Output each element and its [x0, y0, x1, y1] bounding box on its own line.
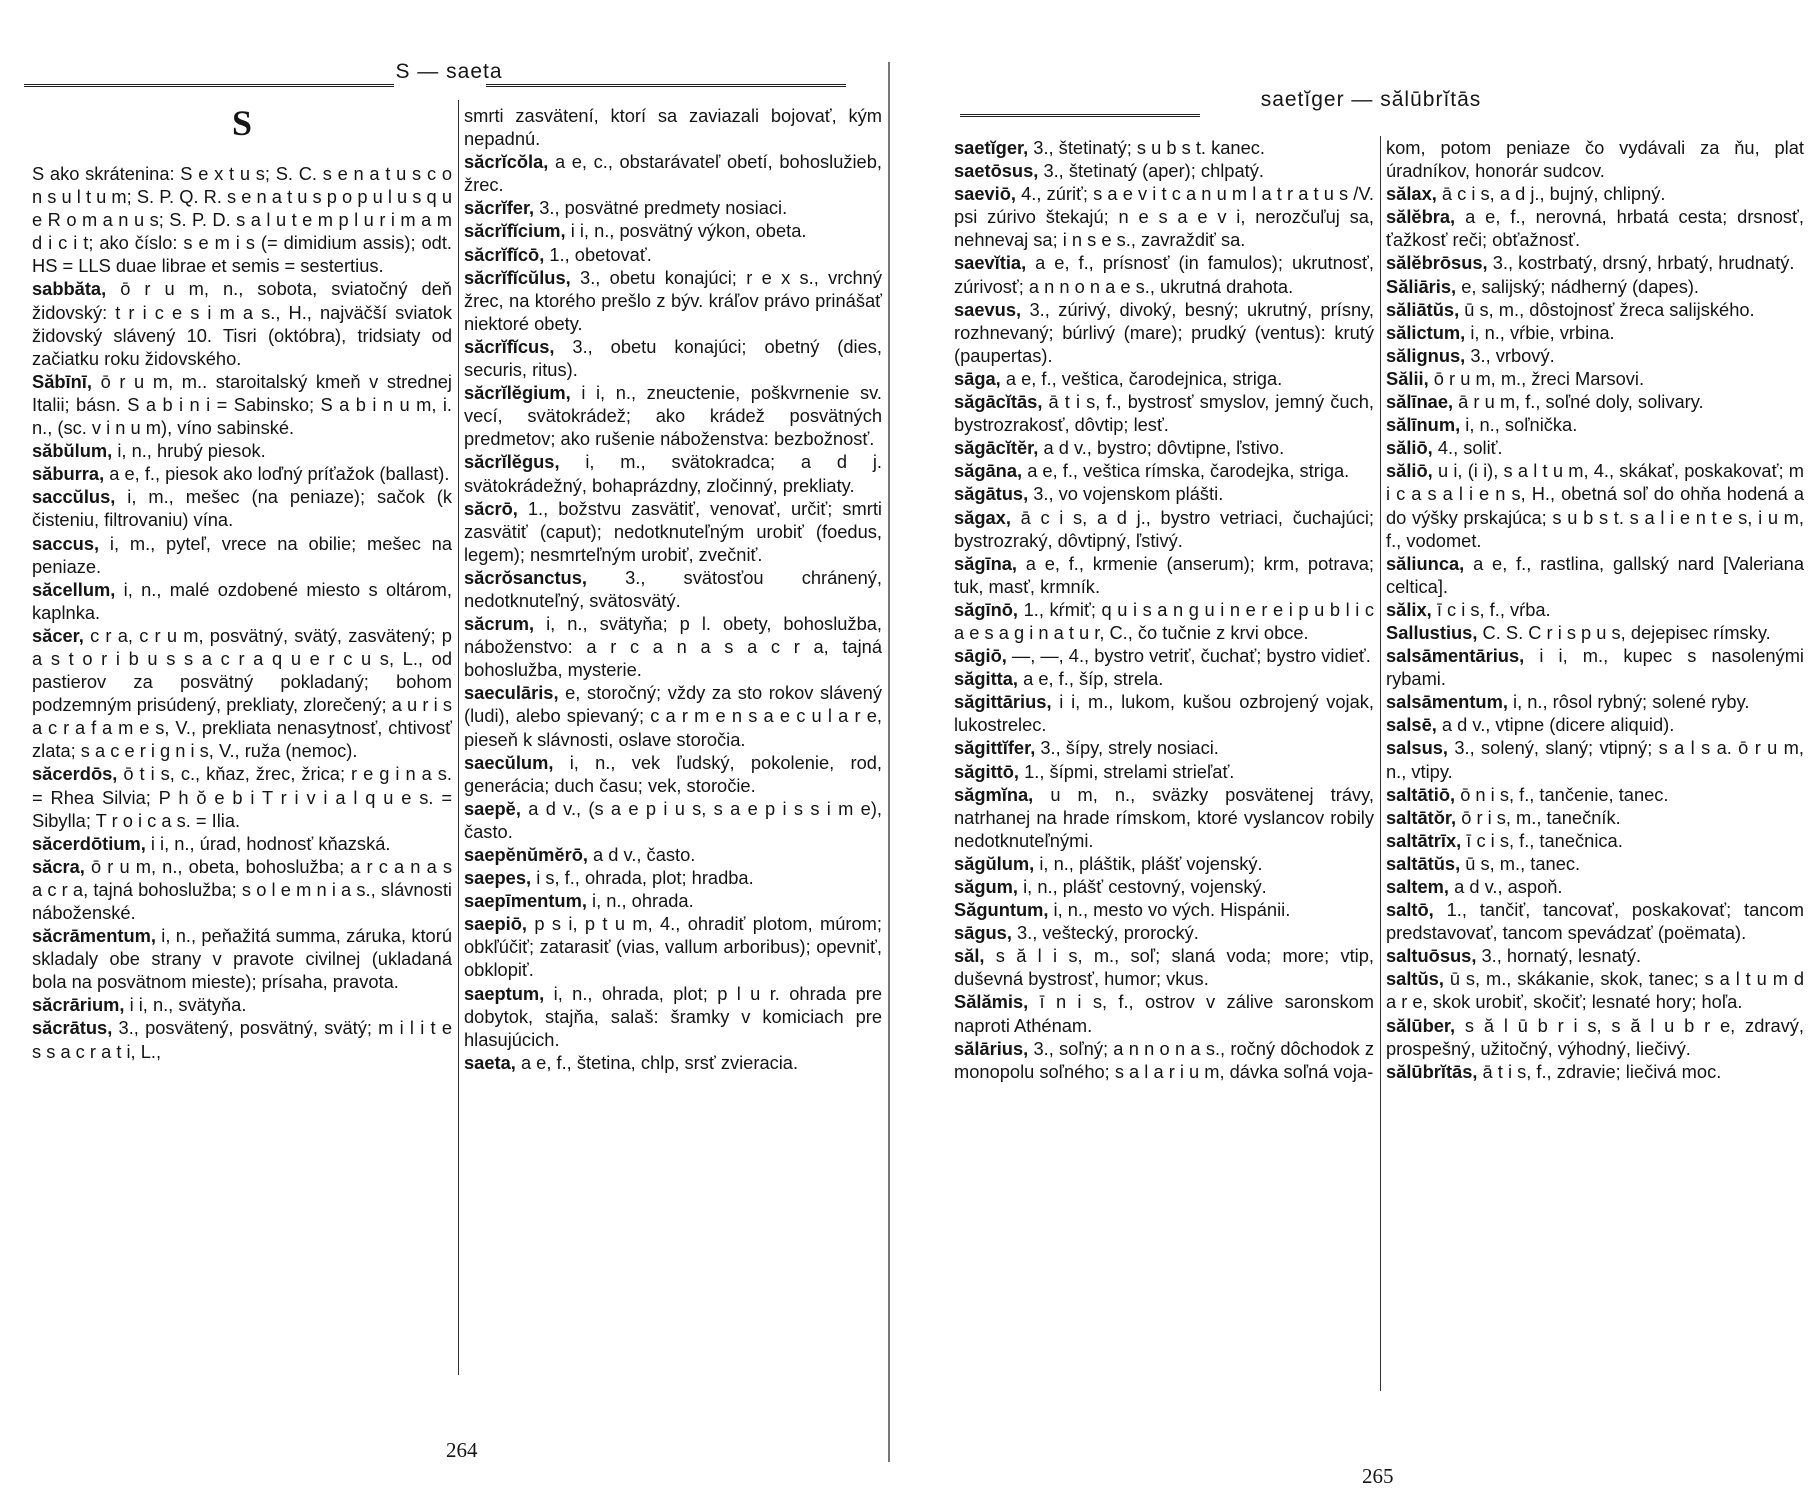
headword: săgittō,	[954, 760, 1020, 782]
dictionary-entry	[32, 370, 452, 439]
headword: saeta,	[464, 1051, 516, 1073]
headword: sălārius,	[954, 1037, 1029, 1059]
headword: salsē,	[1386, 714, 1437, 736]
headword: Săbīnī,	[32, 370, 92, 392]
headword: săcer,	[32, 624, 84, 646]
dictionary-entry	[32, 485, 452, 531]
headword: săcellum,	[32, 578, 116, 600]
headword: sălūbrĭtās,	[1386, 1060, 1478, 1082]
headword: sălax,	[1386, 183, 1437, 205]
entry-definition: 4., soliť.	[1437, 437, 1503, 459]
entry-definition: p s i, p t u m, 4., ohradiť plotom, múrom; obkľúčiť; zatarasiť (vias, vallum arboribus); opevniť, obklopiť.	[464, 913, 882, 981]
headword: sāga,	[954, 367, 1001, 389]
entry-definition: 3., šípy, strely nosiaci.	[1040, 737, 1219, 759]
headword: sălix,	[1386, 598, 1432, 620]
dictionary-entry	[954, 898, 1374, 921]
dictionary-entry	[1386, 875, 1804, 898]
headword: săcrum,	[464, 613, 535, 635]
headword: saevĭtia,	[954, 252, 1027, 274]
dictionary-entry	[1386, 275, 1804, 298]
dictionary-entry	[464, 982, 882, 1051]
entry-definition: a d v., bystro; dôvtipne, ľstivo.	[1043, 437, 1285, 459]
dictionary-entry	[954, 182, 1374, 251]
headword: saecŭlum,	[464, 751, 554, 773]
headword: Săliāris,	[1386, 275, 1457, 297]
headword: saltŭs,	[1386, 968, 1444, 990]
dictionary-entry	[1386, 829, 1804, 852]
headword: Sălămis,	[954, 991, 1029, 1013]
headword: săliō,	[1386, 460, 1433, 482]
entry-definition: i, n., ohrada.	[592, 890, 694, 912]
entry-definition: c r a, c r u m, posvätný, svätý, zasvätený; p a s t o r i b u s s a c r a q u e r c u s, L., od pastierov za posvätný pokladaný; bohom podzemným prisúdený, prekliaty, zlorečený; a u r i s a c r a f a m e s, V., prekliata nenasytnosť, chtivosť zlata; s a c e r i g n i s, V., ruža (nemoc).	[32, 624, 452, 762]
entry-definition: i, n., svätyňa; p l. obety, bohoslužba, náboženstvo: a r c a n a s a c r a, tajná bohoslužba, mysterie.	[464, 613, 882, 681]
entry-definition: 3., vrbový.	[1470, 344, 1555, 366]
dictionary-entry	[464, 797, 882, 843]
dictionary-entry	[32, 832, 452, 855]
headword: săliātŭs,	[1386, 298, 1460, 320]
dictionary-entry	[32, 532, 452, 578]
dictionary-entry	[954, 875, 1374, 898]
dictionary-entry	[1386, 182, 1804, 205]
page-number-left: 264	[446, 1438, 478, 1462]
dictionary-entry	[32, 924, 452, 993]
headword: săcerdōtium,	[32, 832, 146, 854]
dictionary-entry	[1386, 621, 1804, 644]
entry-definition: a e, f., nerovná, hrbatá cesta; drsnosť, ťažkosť reči; obťažnosť.	[1386, 206, 1804, 251]
dictionary-entry	[954, 760, 1374, 783]
page-spine	[888, 62, 890, 1462]
entry-definition: s ă l ū b r i s, s ă l u b r e, zdravý, prospešný, užitočný, výhodný, liečivý.	[1386, 1014, 1804, 1059]
headword: saepīmentum,	[464, 890, 587, 912]
entry-definition: i, n., rôsol rybný; solené ryby.	[1513, 691, 1750, 713]
headword: salsāmentārius,	[1386, 645, 1525, 667]
dictionary-entry	[464, 912, 882, 981]
dictionary-entry	[1386, 806, 1804, 829]
headword: saltuōsus,	[1386, 945, 1477, 967]
headword: saepĕnŭmĕrō,	[464, 844, 588, 865]
dictionary-entry	[1386, 783, 1804, 806]
headword: sāgus,	[954, 922, 1012, 944]
headword: Sallustius,	[1386, 621, 1478, 643]
dictionary-entry	[954, 159, 1374, 182]
section-letter: S	[231, 103, 253, 143]
entry-definition: a e, f., veštica, čarodejnica, striga.	[1005, 367, 1283, 389]
headword: saeviō,	[954, 183, 1016, 205]
entry-definition: smrti zasvätení, ktorí sa zaviazali bojovať, kým nepadnú.	[464, 105, 882, 150]
entry-definition: a e, f., prísnosť (in famulos); ukrutnosť, zúrivosť; a n n o n a e s., ukrutná drahota.	[954, 252, 1374, 297]
entry-definition: i s, f., ohrada, plot; hradba.	[536, 867, 754, 889]
dictionary-entry	[32, 993, 452, 1016]
entry-definition: ō n i s, f., tančenie, tanec.	[1460, 783, 1669, 805]
entry-definition: i i, n., posvätný výkon, obeta.	[570, 220, 807, 242]
headword: săcrŏsanctus,	[464, 566, 587, 588]
headword: săcrĭlĕgus,	[464, 451, 560, 473]
dictionary-entry	[1386, 367, 1804, 390]
headword: săgātus,	[954, 483, 1029, 505]
headword: săliō,	[1386, 437, 1433, 459]
dictionary-entry	[954, 251, 1374, 297]
dictionary-entry	[954, 459, 1374, 482]
dictionary-entry	[1386, 690, 1804, 713]
entry-definition: a e, f., štetina, chlp, srsť zvieracia.	[520, 1051, 799, 1073]
entry-definition: ā t i s, f., zdravie; liečivá moc.	[1482, 1060, 1722, 1082]
dictionary-entry	[1386, 552, 1804, 598]
dictionary-entry	[32, 578, 452, 624]
entry-definition: S ako skrátenina: S e x t u s; S. C. s e n a t u s c o n s u l t u m; S. P. Q. R. s e n a t u s p o p u l u s q u e R o m a n u s; S. P. D. s a l u t e m p l u r i m a m d i c i t; ako číslo: s e m i s (= dimidium assis); odt. HS = LLS duae librae et semis = sestertius.	[32, 163, 452, 277]
dictionary-entry	[1386, 436, 1804, 459]
dictionary-entry	[464, 335, 882, 381]
entry-definition: a e, f., rastlina, gallský nard [Valeriana celtica].	[1386, 552, 1804, 597]
dictionary-entry	[464, 450, 882, 496]
entry-definition: i i, m., lukom, kušou ozbrojený vojak, lukostrelec.	[954, 691, 1374, 736]
headword: saepiō,	[464, 913, 527, 935]
dictionary-entry	[32, 462, 452, 485]
entry-definition: e, salijský; nádherný (dapes).	[1461, 275, 1700, 297]
entry-definition: 3., posvätený, posvätný, svätý; m i l i t e s s a c r a t i, L.,	[32, 1017, 452, 1062]
dictionary-entry	[464, 266, 882, 335]
headword: săcra,	[32, 855, 85, 877]
headword: saltō,	[1386, 899, 1434, 921]
entry-definition: a d v., vtipne (dicere aliquid).	[1441, 714, 1675, 736]
headword: sāgiō,	[954, 645, 1007, 667]
dictionary-entry	[954, 598, 1374, 644]
dictionary-entry	[1386, 898, 1804, 944]
headword: săcrātus,	[32, 1017, 113, 1039]
dictionary-entry	[32, 624, 452, 763]
entry-definition: i, n., vek ľudský, pokolenie, rod, generácia; duch času; vek, storočie.	[464, 751, 882, 796]
headword: săgitta,	[954, 668, 1019, 690]
headword: sălīnae,	[1386, 391, 1454, 413]
entry-definition: i, n., pláštik, plášť vojenský.	[1039, 852, 1263, 874]
headword: sălīnum,	[1386, 414, 1461, 436]
entry-definition: 3., kostrbatý, drsný, hrbatý, hrudnatý.	[1492, 252, 1795, 274]
headword: saeptum,	[464, 982, 545, 1004]
headword: săgŭlum,	[954, 852, 1035, 874]
entry-definition: 3., štetinatý; s u b s t. kanec.	[1033, 137, 1265, 158]
dictionary-entry	[954, 783, 1374, 852]
column-rule-right	[1380, 136, 1381, 1391]
headword: săcrāmentum,	[32, 925, 156, 947]
dictionary-entry	[464, 381, 882, 450]
dictionary-entry	[1386, 1060, 1804, 1083]
headword: sălĕbrōsus,	[1386, 252, 1488, 274]
entry-definition: 3., soľný; a n n o n a s., ročný dôchodok z monopolu soľného; s a l a r i u m, dávka soľná voja-	[954, 1037, 1374, 1082]
headword: săcrĭfĭcus,	[464, 335, 555, 357]
dictionary-entry	[464, 612, 882, 681]
dictionary-entry	[464, 243, 882, 266]
right-page	[940, 0, 1802, 1500]
dictionary-entry	[954, 990, 1374, 1036]
headword: saltātrīx,	[1386, 829, 1462, 851]
entry-definition: i i, n., úrad, hodnosť kňazská.	[150, 832, 391, 854]
dictionary-entry	[1386, 136, 1804, 182]
headword: saccŭlus,	[32, 486, 116, 508]
headword: saeculāris,	[464, 682, 559, 704]
headword: saevus,	[954, 298, 1022, 320]
entry-definition: i, n., hrubý piesok.	[117, 440, 266, 462]
column-rule	[458, 100, 459, 1375]
dictionary-entry	[1386, 390, 1804, 413]
entry-definition: ā c i s, a d j., bujný, chlipný.	[1441, 183, 1666, 205]
dictionary-entry	[464, 751, 882, 797]
entry-definition: 3., svätosťou chránený, nedotknuteľný, svätosvätý.	[464, 566, 882, 611]
dictionary-entry	[1386, 298, 1804, 321]
entry-definition: a d v., často.	[593, 844, 696, 865]
entry-definition: a e, f., piesok ako loďný príťažok (ballast).	[109, 463, 450, 485]
entry-definition: 3., hornatý, lesnatý.	[1481, 945, 1642, 967]
page-number-right: 265	[1362, 1464, 1394, 1488]
entry-definition: 3., posvätné predmety nosiaci.	[539, 197, 788, 219]
dictionary-entry	[1386, 1014, 1804, 1060]
entry-definition: i, n., malé ozdobené miesto s oltárom, kaplnka.	[32, 578, 452, 623]
entry-definition: 1., šípmi, strelami strieľať.	[1024, 760, 1235, 782]
entry-definition: kom, potom peniaze čo vydávali za ňu, plat úradníkov, honorár sudcov.	[1386, 137, 1804, 182]
dictionary-entry	[1386, 967, 1804, 1013]
dictionary-entry	[464, 196, 882, 219]
headword: săcrō,	[464, 497, 518, 519]
header-rule-left-2	[486, 84, 846, 87]
entry-definition: a d v., (s a e p i u s, s a e p i s s i m e), často.	[464, 797, 882, 842]
headword: saepes,	[464, 867, 532, 889]
entry-definition: i, n., ohrada, plot; p l u r. ohrada pre dobytok, stajňa, salaš: šramky v komiciach pre hlasujúcich.	[464, 982, 882, 1050]
dictionary-entry	[954, 921, 1374, 944]
headword: săcrārium,	[32, 994, 125, 1016]
dictionary-entry	[32, 1016, 452, 1062]
entry-definition: ā c i s, a d j., bystro vetriaci, čuchajúci; bystrozraký, dôvtipný, ľstivý.	[954, 506, 1374, 551]
headword: săgācĭtĕr,	[954, 437, 1039, 459]
headword: săgax,	[954, 506, 1011, 528]
entry-definition: —, —, 4., bystro vetriť, čuchať; bystro vidieť.	[1011, 645, 1371, 667]
entry-definition: s ă l i s, m., soľ; slaná voda; more; vtip, duševná bystrosť, humor; vkus.	[954, 945, 1374, 990]
header-rule-right	[960, 114, 1200, 117]
dictionary-entry	[464, 104, 882, 150]
entry-definition: 3., solený, slaný; vtipný; s a l s a. ō r u m, n., vtipy.	[1386, 737, 1804, 782]
dictionary-entry	[1386, 321, 1804, 344]
entry-definition: a d v., aspoň.	[1454, 876, 1563, 897]
headword: saltātiō,	[1386, 783, 1456, 805]
headword: săgum,	[954, 876, 1019, 897]
right-column-2	[1386, 136, 1804, 1083]
dictionary-entry	[954, 944, 1374, 990]
headword: săl,	[954, 945, 985, 967]
right-column-1	[954, 136, 1374, 1083]
dictionary-entry	[32, 277, 452, 369]
dictionary-entry	[954, 644, 1374, 667]
entry-definition: 3., vo vojenskom plášti.	[1033, 483, 1224, 505]
entry-definition: ō r u m, m.. staroitalský kmeň v strednej Italii; básn. S a b i n i = Sabinsko; S a b i n u m, i. n., (sc. v i n u m), víno sabinské.	[32, 370, 452, 439]
dictionary-entry	[954, 136, 1374, 159]
dictionary-entry	[32, 439, 452, 462]
entry-definition: ā r u m, f., soľné doly, solivary.	[1458, 391, 1704, 413]
dictionary-entry	[1386, 713, 1804, 736]
dictionary-entry	[464, 866, 882, 889]
entry-definition: 3., štetinatý (aper); chlpatý.	[1043, 160, 1264, 182]
entry-definition: 1., kŕmiť; q u i s a n g u i n e r e i p u b l i c a e s a g i n a t u r, C., čo tučnie z krvi obce.	[954, 598, 1374, 643]
headword: săburra,	[32, 463, 105, 485]
left-column-2	[464, 104, 882, 1074]
dictionary-entry	[1386, 251, 1804, 274]
headword: sălignus,	[1386, 344, 1466, 366]
dictionary-entry	[1386, 736, 1804, 782]
headword: Săguntum,	[954, 899, 1049, 921]
headword: săbŭlum,	[32, 440, 113, 462]
entry-definition: ī c i s, f., vŕba.	[1436, 598, 1551, 620]
entry-definition: 1., božstvu zasvätiť, venovať, určiť; smrti zasvätiť (caput); nedotknuteľným urobiť (foedus, legem); nesmrteľným urobiť, zvečniť.	[464, 497, 882, 565]
dictionary-entry	[954, 690, 1374, 736]
headword: săcrĭcŏla,	[464, 151, 549, 173]
dictionary-entry	[954, 367, 1374, 390]
entry-definition: a e, f., veštica rímska, čarodejka, striga.	[1027, 460, 1350, 482]
entry-definition: e, storočný; vždy za sto rokov slávený (ludi), alebo spievaný; c a r m e n s a e c u l a r e, pieseň k slávnosti, oslave storočia.	[464, 682, 882, 750]
dictionary-entry	[1386, 852, 1804, 875]
entry-definition: 3., obetu konajúci; obetný (dies, securis, ritus).	[464, 335, 882, 381]
entry-definition: ō r i s, m., tanečník.	[1461, 806, 1621, 828]
entry-definition: 3., obetu konajúci; r e x s., vrchný žrec, na ktorého prešlo z býv. kráľov právo prinášať niektoré obety.	[464, 266, 882, 334]
dictionary-entry	[32, 162, 452, 277]
entry-definition: u i, (i i), s a l t u m, 4., skákať, poskakovať; m i c a s a l i e n s, H., obetná soľ do ohňa hodená a do výšky prskajúca; s u b s t. s a l i e n t e s, i u m, f., vodomet.	[1386, 460, 1804, 551]
dictionary-entry	[954, 552, 1374, 598]
headword: saccus,	[32, 532, 100, 554]
headword: saltātŏr,	[1386, 806, 1457, 828]
entry-definition: i, m., mešec (na peniaze); sačok (k čisteniu, filtrovaniu) vína.	[32, 486, 452, 531]
running-head-left: S — saeta	[395, 60, 503, 83]
running-head-right: saetĭger — sălūbrĭtās	[1260, 88, 1482, 111]
entry-definition: ū s, m., dôstojnosť žreca salijského.	[1464, 298, 1755, 320]
dictionary-entry	[1386, 205, 1804, 251]
dictionary-entry	[954, 436, 1374, 459]
headword: sălictum,	[1386, 321, 1466, 343]
dictionary-entry	[464, 889, 882, 912]
headword: săgīna,	[954, 552, 1017, 574]
entry-definition: i, n., peňažitá summa, záruka, ktorú skladaly obe strany v pravote civilnej (ukladaná bola na posvätnom mieste); prísaha, pravota.	[32, 925, 452, 993]
header-rule-left	[24, 84, 394, 87]
entry-definition: a e, c., obstarávateľ obetí, bohoslužieb, žrec.	[464, 151, 882, 196]
dictionary-entry	[954, 506, 1374, 552]
left-column-1	[32, 96, 452, 1063]
dictionary-entry	[464, 566, 882, 612]
dictionary-entry	[954, 852, 1374, 875]
entry-definition: ī c i s, f., tanečnica.	[1466, 829, 1623, 851]
dictionary-entry	[1386, 944, 1804, 967]
headword: salsāmentum,	[1386, 691, 1508, 713]
headword: saltem,	[1386, 876, 1450, 897]
entry-definition: a e, f., krmenie (anserum); krm, potrava; tuk, masť, krmník.	[954, 552, 1374, 597]
headword: saetōsus,	[954, 160, 1039, 182]
dictionary-entry	[954, 390, 1374, 436]
dictionary-entry	[464, 681, 882, 750]
dictionary-entry	[464, 219, 882, 242]
dictionary-entry	[1386, 598, 1804, 621]
dictionary-entry	[464, 497, 882, 566]
entry-definition: i, m., pyteľ, vrece na obilie; mešec na peniaze.	[32, 532, 452, 577]
entry-definition: a e, f., šíp, strela.	[1023, 668, 1164, 690]
headword: săgmĭna,	[954, 783, 1034, 805]
dictionary-entry	[464, 150, 882, 196]
entry-definition: 3., veštecký, prorocký.	[1017, 922, 1199, 944]
headword: săcrĭfer,	[464, 197, 535, 219]
entry-definition: ō t i s, c., kňaz, žrec, žrica; r e g i n a s. = Rhea Silvia; P h ŏ e b i T r i v i a l q u e s. = Sibylla; T r o i c a s. = Ilia.	[32, 763, 452, 831]
headword: săliunca,	[1386, 552, 1465, 574]
entry-definition: ū s, m., tanec.	[1465, 852, 1581, 874]
dictionary-entry	[954, 482, 1374, 505]
entry-definition: i, n., soľnička.	[1465, 414, 1578, 436]
entry-definition: i, m., svätokradca; a d j. svätokrádežný, bohaprázdny, zločinný, prekliaty.	[464, 451, 882, 496]
entry-definition: ā t i s, f., bystrosť smyslov, jemný čuch, bystrozrakosť, dôvtip; lesť.	[954, 391, 1374, 436]
dictionary-entry	[954, 1037, 1374, 1083]
headword: sabbăta,	[32, 278, 107, 300]
dictionary-entry	[954, 736, 1374, 759]
dictionary-entry	[32, 762, 452, 831]
entry-definition: C. S. C r i s p u s, dejepisec rímsky.	[1482, 621, 1771, 643]
entry-definition: ō r u m, n., obeta, bohoslužba; a r c a n a s a c r a, tajná bohoslužba; s o l e m n i a s., slávnosti náboženské.	[32, 855, 452, 923]
headword: săcerdōs,	[32, 763, 118, 785]
entry-definition: 4., zúriť; s a e v i t c a n u m l a t r a t u s /V. psi zúrivo štekajú; n e s a e v i, nerozčuľuj sa, nehnevaj sa; i n s e s., zavraždiť sa.	[954, 183, 1374, 251]
entry-definition: i, n., mesto vo vých. Hispánii.	[1053, 899, 1291, 921]
dictionary-entry	[954, 298, 1374, 367]
dictionary-entry	[464, 843, 882, 866]
headword: sălūber,	[1386, 1014, 1456, 1036]
entry-definition: ū s, m., skákanie, skok, tanec; s a l t u m d a r e, skok urobiť, skočiť; lesnaté hory; hoľa.	[1386, 968, 1804, 1013]
headword: saltātŭs,	[1386, 852, 1461, 874]
entry-definition: i i, n., svätyňa.	[129, 994, 247, 1016]
entry-definition: 1., obetovať.	[549, 243, 652, 265]
entry-definition: i i, n., zneuctenie, poškvrnenie sv. vecí, svätokrádež; ako krádež posvätných predmetov; ako rušenie náboženstva: bezbožnosť.	[464, 382, 882, 450]
headword: Sălii,	[1386, 367, 1429, 389]
headword: săcrĭlĕgium,	[464, 382, 571, 404]
entry-definition: i, n., plášť cestovný, vojenský.	[1023, 876, 1267, 897]
headword: salsus,	[1386, 737, 1448, 759]
dictionary-entry	[954, 667, 1374, 690]
headword: săgācĭtās,	[954, 391, 1043, 413]
headword: săgittārius,	[954, 691, 1052, 713]
entry-definition: ō r u m, n., sobota, sviatočný deň židovský: t r i c e s i m a s., H., najväčší sviatok židovský slávený 10. Tisri (októbra), tridsiaty od začiatku roku židovského.	[32, 278, 452, 369]
dictionary-entry	[464, 1051, 882, 1074]
left-page	[18, 0, 880, 1500]
headword: saepĕ,	[464, 797, 521, 819]
entry-definition: 3., zúrivý, divoký, besný; ukrutný, prísny, rozhnevaný; búrlivý (mare); prudký (ventus): krutý (paupertas).	[954, 298, 1374, 366]
headword: săgittĭfer,	[954, 737, 1036, 759]
dictionary-entry	[1386, 644, 1804, 690]
entry-definition: 1., tančiť, tancovať, poskakovať; tancom predstavovať, tancom spevádzať (poëmata).	[1386, 899, 1804, 944]
headword: săcrĭfĭcŭlus,	[464, 266, 571, 288]
entry-definition: i i, m., kupec s nasolenými rybami.	[1386, 645, 1804, 690]
headword: saetĭger,	[954, 137, 1029, 158]
dictionary-entry	[1386, 413, 1804, 436]
headword: săgāna,	[954, 460, 1023, 482]
entry-definition: i, n., vŕbie, vrbina.	[1470, 321, 1615, 343]
dictionary-entry	[1386, 459, 1804, 551]
headword: săgīnō,	[954, 598, 1018, 620]
entry-definition: u m, n., sväzky posvätenej trávy, natrhanej na hrade rímskom, ktoré vyslancov robily nedotknuteľnými.	[954, 783, 1374, 851]
entry-definition: ī n i s, f., ostrov v zálive saronskom naproti Athénam.	[954, 991, 1374, 1036]
headword: săcrĭfĭcium,	[464, 220, 566, 242]
dictionary-entry	[32, 855, 452, 924]
entry-definition: ō r u m, m., žreci Marsovi.	[1433, 367, 1645, 389]
headword: sălĕbra,	[1386, 206, 1456, 228]
dictionary-entry	[1386, 344, 1804, 367]
headword: săcrĭfĭcō,	[464, 243, 545, 265]
